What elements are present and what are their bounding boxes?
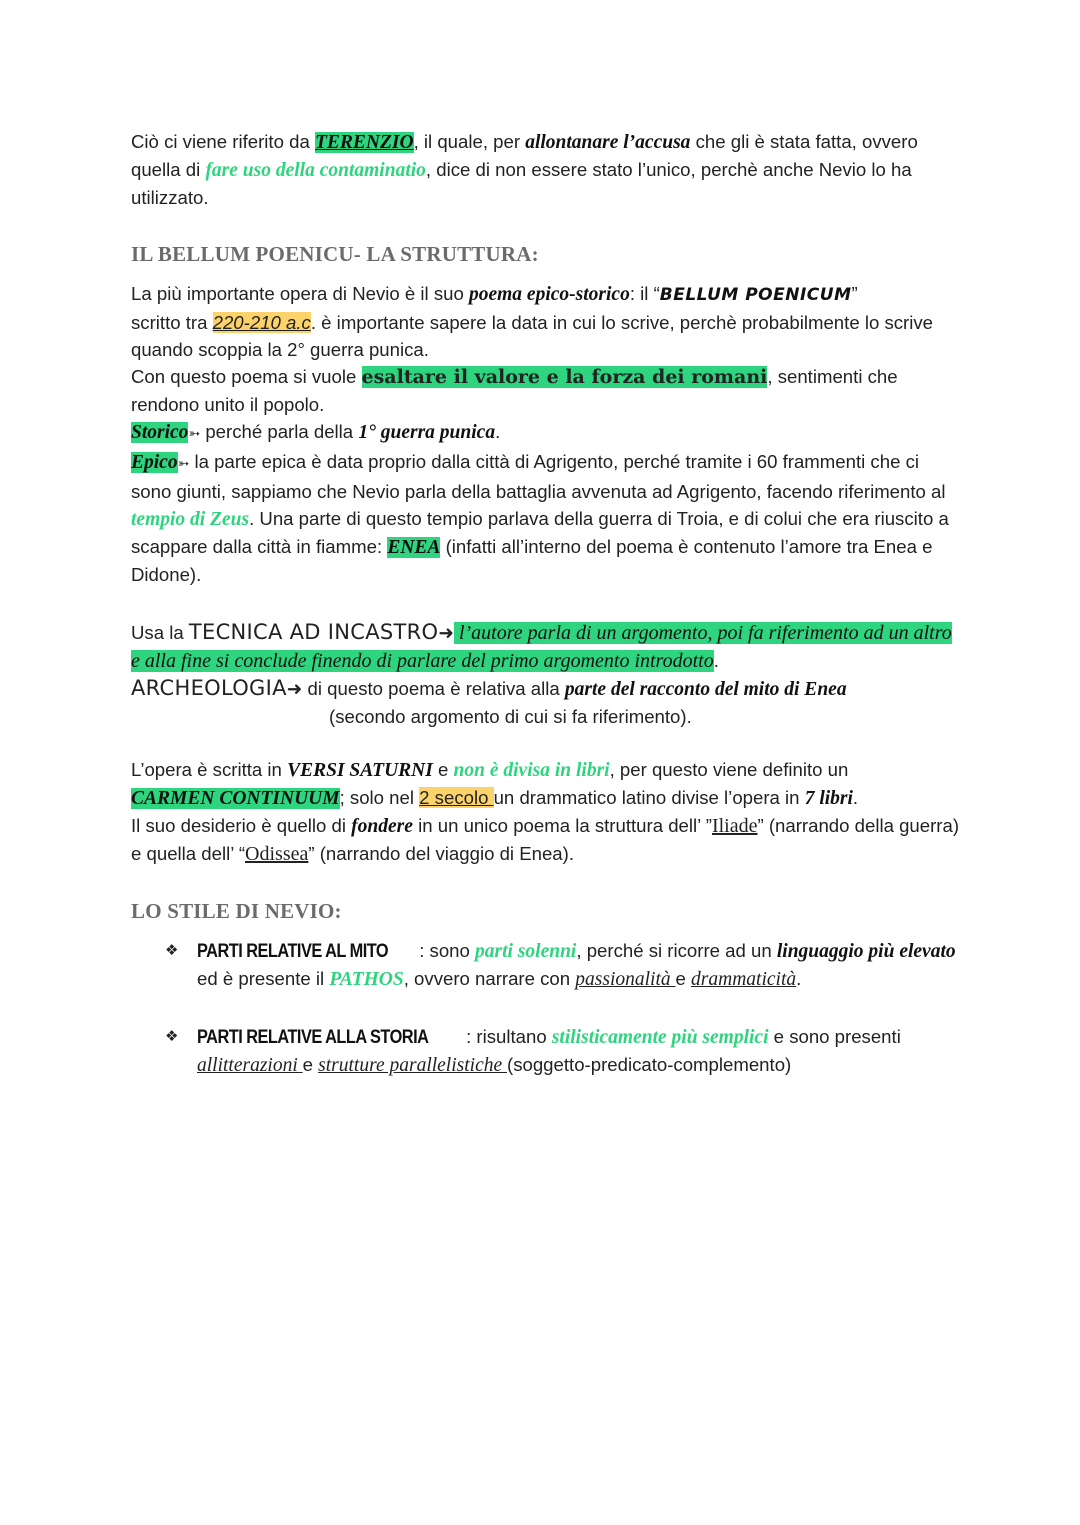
- green-tempio: tempio di Zeus: [131, 509, 250, 530]
- paragraph-terenzio: Ciò ci viene riferito da TERENZIO, il quale, per allontanare l’accusa che gli è stata fatta, ovvero quella di fare uso della contaminatio, dice di non essere stato l’unico, perchè anche Nevio lo ha utilizzato.: [131, 131, 918, 208]
- paragraph-archeologia-note: (secondo argomento di cui si fa riferimento).: [329, 706, 692, 727]
- term-drammaticita: drammaticità: [691, 969, 797, 990]
- term-tecnica: TECNICA AD INCASTRO: [188, 620, 439, 644]
- term-archeologia: ARCHEOLOGIA: [131, 676, 287, 700]
- highlight-tecnica-text: l’autore parla di un argomento, poi fa riferimento ad un altro e alla fine si conclude finendo di parlare del primo argomento introdotto: [131, 622, 952, 672]
- highlight-esaltare: esaltare il valore e la forza dei romani: [361, 366, 768, 388]
- arrow-icon: ➜: [286, 678, 303, 699]
- paragraph-epico: Epico➳ la parte epica è data proprio dalla città di Agrigento, perché tramite i 60 frammenti che ci sono giunti, sappiamo che Nevio parla della battaglia avvenuta ad Agrigento, facendo riferimento al tempio di Zeus. Una parte di questo tempio parlava della guerra di Troia, e di colui che era riuscito a scappare dalla città in fiamme: ENEA (infatti all’interno del poema è contenuto l’amore tra Enea e Didone).: [131, 451, 949, 585]
- highlight-carmen: CARMEN CONTINUUM: [131, 788, 340, 809]
- section-heading-stile: LO STILE DI NEVIO:: [131, 899, 342, 923]
- label-storia: PARTI RELATIVE ALLA STORIA: [197, 1027, 429, 1048]
- emphasis-parte: parte del racconto del mito di Enea: [564, 679, 847, 700]
- paragraph-esaltare: Con questo poema si vuole esaltare il valore e la forza dei romani, sentimenti che rendono unito il popolo.: [131, 366, 898, 415]
- term-passionalita: passionalità: [575, 969, 676, 990]
- highlight-enea: ENEA: [387, 537, 441, 558]
- green-pathos: PATHOS: [329, 969, 404, 990]
- emphasis-libri: 7 libri: [804, 788, 853, 809]
- emphasis-versi: VERSI SATURNI: [287, 760, 433, 781]
- list-item: ❖ PARTI RELATIVE ALLA STORIA : risultano stilisticamente più semplici e sono presenti allitterazioni e strutture parallelistiche (soggetto-predicato-complemento): [131, 1023, 961, 1079]
- highlight-epico: Epico: [131, 452, 178, 473]
- paragraph-storico: Storico➳ perché parla della 1° guerra punica.: [131, 421, 501, 443]
- emphasis-poema: poema epico-storico: [468, 284, 630, 305]
- section-heading-struttura: IL BELLUM POENICU- LA STRUTTURA:: [131, 242, 539, 266]
- title-bellum-poenicum: BELLUM POENICUM: [659, 285, 852, 305]
- title-odissea: Odissea: [245, 843, 309, 865]
- term-allitterazioni: allitterazioni: [197, 1055, 303, 1076]
- emphasis-fondere: fondere: [351, 816, 413, 837]
- paragraph-versi: L’opera è scritta in VERSI SATURNI e non è divisa in libri, per questo viene definito un CARMEN CONTINUUM; solo nel 2 secolo un drammatico latino divise l’opera in 7 libri.: [131, 759, 859, 809]
- document-page: [131, 128, 961, 1079]
- paragraph-tecnica: Usa la TECNICA AD INCASTRO➜ l’autore parla di un argomento, poi fa riferimento ad un altro e alla fine si conclude finendo di parlare del primo argomento introdotto.: [131, 620, 952, 672]
- highlight-secolo: 2 secolo: [419, 787, 494, 808]
- arrow-icon: ➜: [438, 622, 454, 643]
- diamond-bullet-icon: ❖: [165, 941, 179, 959]
- emphasis-accusa: allontanare l’accusa: [525, 132, 691, 153]
- title-iliade: Iliade: [711, 815, 758, 837]
- term-strutture: strutture parallelistiche: [318, 1055, 508, 1076]
- green-semplici: stilisticamente più semplici: [551, 1027, 769, 1048]
- paragraph-fondere: Il suo desiderio è quello di fondere in un unico poema la struttura dell’ ”Iliade” (narrando della guerra) e quella dell’ “Odissea” (narrando del viaggio di Enea).: [131, 815, 960, 865]
- arrow-icon: ➳: [188, 426, 201, 442]
- emphasis-linguaggio: linguaggio più elevato: [776, 941, 956, 962]
- list-item: ❖ PARTI RELATIVE AL MITO : sono parti solenni, perché si ricorre ad un linguaggio più elevato ed è presente il PATHOS, ovvero narrare con passionalità e drammaticità.: [131, 937, 961, 993]
- paragraph-poema: La più importante opera di Nevio è il suo poema epico-storico: il “BELLUM POENICUM” scritto tra 220-210 a.c. è importante sapere la data in cui lo scrive, perchè probabilmente lo scrive quando scoppia la 2° guerra punica.: [131, 283, 934, 360]
- green-contaminatio: fare uso della contaminatio: [205, 160, 426, 181]
- green-divisa: non è divisa in libri: [453, 760, 610, 781]
- green-solenni: parti solenni: [475, 941, 577, 962]
- arrow-icon: ➳: [177, 456, 190, 472]
- diamond-bullet-icon: ❖: [165, 1027, 179, 1045]
- highlight-date: 220-210 a.c: [212, 312, 311, 333]
- highlight-storico: Storico: [131, 422, 189, 443]
- label-mito: PARTI RELATIVE AL MITO: [197, 941, 389, 962]
- highlight-terenzio: TERENZIO: [314, 132, 414, 153]
- emphasis-guerra: 1° guerra punica: [358, 422, 496, 443]
- paragraph-archeologia: ARCHEOLOGIA➜ di questo poema è relativa alla parte del racconto del mito di Enea: [131, 676, 847, 700]
- style-list: [131, 937, 961, 1079]
